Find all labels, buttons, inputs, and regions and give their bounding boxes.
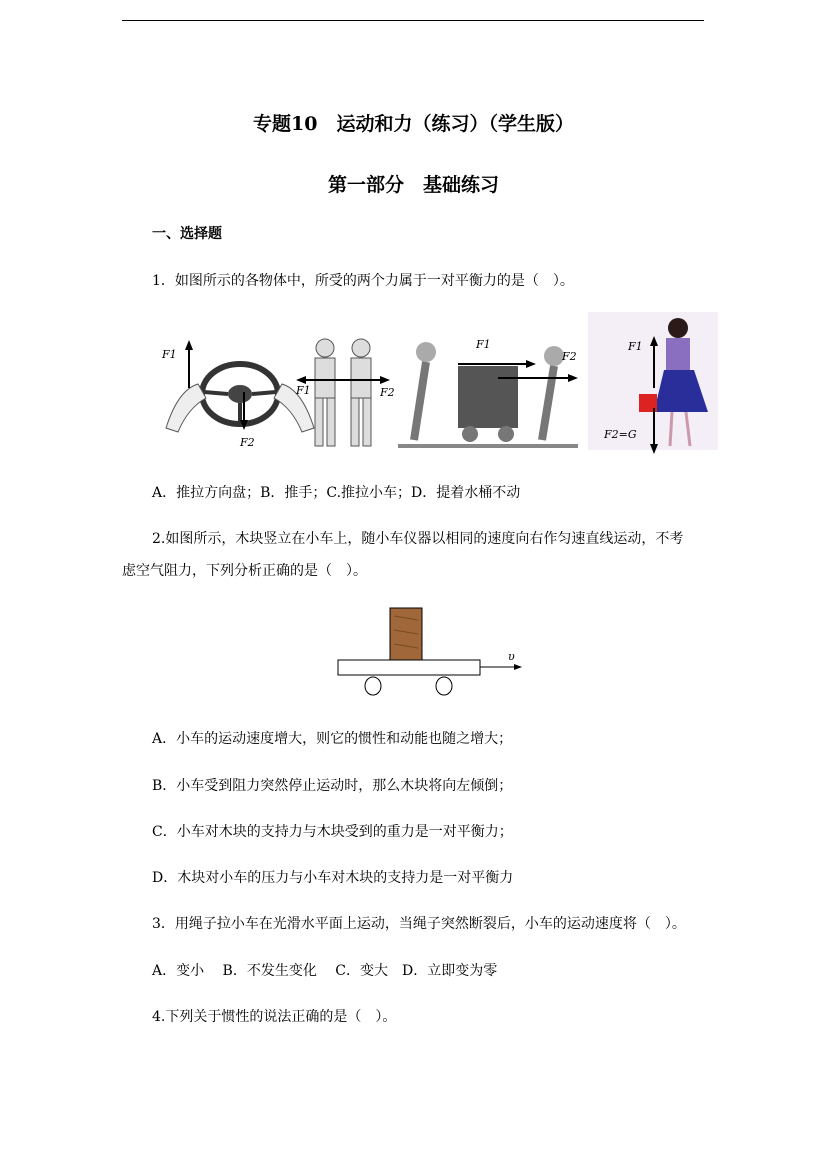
question-4-stem: 4.下列关于惯性的说法正确的是（ ）。 [152, 1009, 397, 1025]
question-2-option-d: D．木块对小车的压力与小车对木块的支持力是一对平衡力 [152, 870, 514, 886]
velocity-label: υ [508, 650, 515, 663]
question-2-option-a: A．小车的运动速度增大，则它的惯性和动能也随之增大； [152, 731, 513, 747]
label-f1-d: F1 [628, 340, 643, 353]
label-f2-b: F2 [380, 386, 395, 399]
question-2-stem-line-2: 虑空气阻力，下列分析正确的是（ ）。 [122, 563, 367, 579]
question-2-stem-line-1: 2.如图所示，木块竖立在小车上，随小车仪器以相同的速度向右作匀速直线运动，不考 [152, 531, 684, 547]
question-3-stem: 3．用绳子拉小车在光滑水平面上运动，当绳子突然断裂后，小车的运动速度将（ ）。 [152, 916, 686, 932]
question-2-option-b: B．小车受到阻力突然停止运动时，那么木块将向左倾倒； [152, 778, 513, 794]
label-f2-c: F2 [562, 350, 577, 363]
page-title: 专题10 运动和力（练习）（学生版） [253, 113, 574, 135]
header-rule [122, 20, 704, 21]
cart-body [338, 660, 480, 675]
cart-illustration [398, 342, 578, 448]
label-f1-a: F1 [162, 348, 177, 361]
label-f2-eq-g: F2=G [604, 428, 637, 441]
cart-wheel-left [365, 677, 381, 695]
label-f1-c: F1 [476, 338, 491, 351]
question-1-stem: 1．如图所示的各物体中，所受的两个力属于一对平衡力的是（ ）。 [152, 273, 574, 289]
section-heading: 一、选择题 [152, 226, 222, 242]
question-2-figure [334, 606, 524, 700]
cart-wheel-right [436, 677, 452, 695]
question-1-options: A．推拉方向盘；B．推手；C.推拉小车；D．提着水桶不动 [152, 485, 521, 501]
label-f1-b: F1 [296, 384, 311, 397]
two-men-illustration [315, 339, 371, 446]
question-2-option-c: C．小车对木块的支持力与木块受到的重力是一对平衡力； [152, 824, 513, 840]
part-title: 第一部分 基础练习 [327, 174, 499, 196]
question-3-options: A．变小 B．不发生变化 C．变大 D．立即变为零 [152, 963, 498, 979]
label-f2-a: F2 [240, 436, 255, 449]
question-1-figure [158, 308, 723, 458]
